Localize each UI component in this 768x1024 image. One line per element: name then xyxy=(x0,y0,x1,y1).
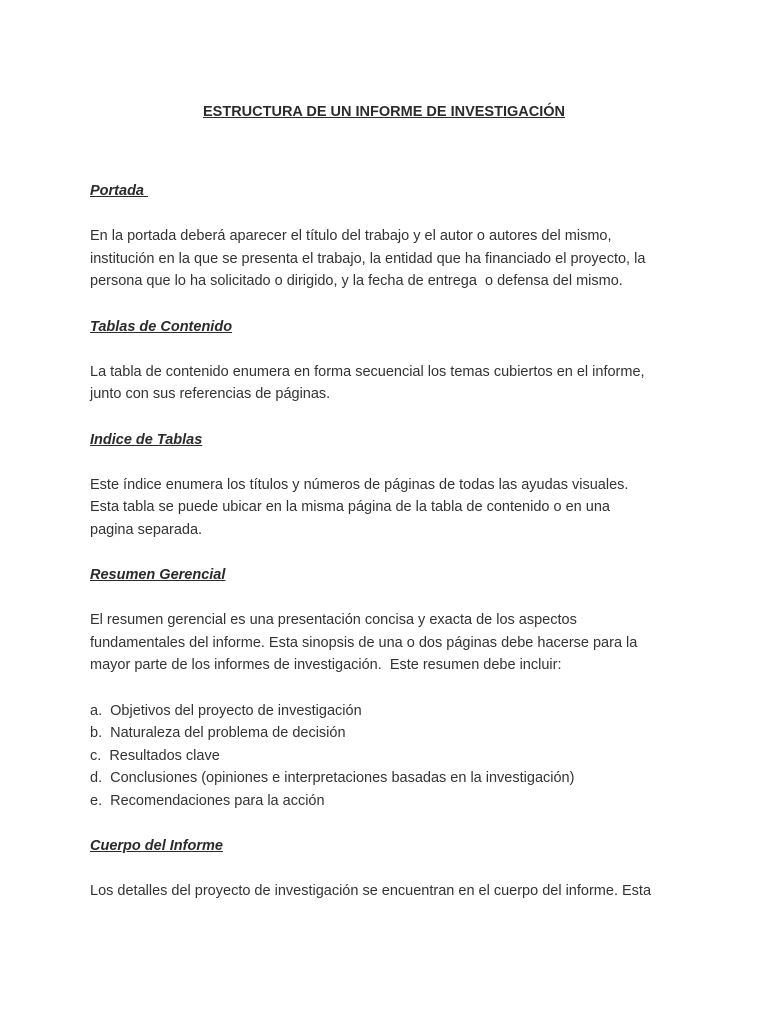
text-line: fundamentales del informe. Esta sinopsis de una o dos páginas debe hacerse para la xyxy=(90,634,638,651)
text-line: El resumen gerencial es una presentación concisa y exacta de los aspectos xyxy=(90,612,577,629)
section-heading-cuerpo-informe: Cuerpo del Informe xyxy=(90,838,223,855)
resumen-items-list xyxy=(90,700,680,813)
text-line: Este índice enumera los títulos y números de páginas de todas las ayudas visuales. xyxy=(90,476,629,493)
text-line: En la portada deberá aparecer el título del trabajo y el autor o autores del mismo, xyxy=(90,228,612,245)
section-heading-indice-tablas: Indice de Tablas xyxy=(90,431,203,448)
text-line: mayor parte de los informes de investigación. Este resumen debe incluir: xyxy=(90,657,562,674)
text-line: persona que lo ha solicitado o dirigido, y la fecha de entrega o defensa del mismo. xyxy=(90,273,623,290)
list-item: b. Naturaleza del problema de decisión xyxy=(90,725,346,742)
section-heading-tablas-contenido: Tablas de Contenido xyxy=(90,318,233,335)
paragraph-portada xyxy=(90,225,680,293)
text-line: Esta tabla se puede ubicar en la misma página de la tabla de contenido o en una xyxy=(90,499,610,516)
list-item: a. Objetivos del proyecto de investigación xyxy=(90,702,362,719)
document-title: ESTRUCTURA DE UN INFORME DE INVESTIGACIÓN xyxy=(203,104,565,120)
paragraph-resumen-gerencial xyxy=(90,609,680,677)
paragraph-indice-tablas xyxy=(90,474,680,542)
paragraph-tablas-contenido xyxy=(90,361,680,406)
list-item: e. Recomendaciones para la acción xyxy=(90,793,325,810)
list-item: d. Conclusiones (opiniones e interpretaciones basadas en la investigación) xyxy=(90,770,575,787)
text-line: Los detalles del proyecto de investigación se encuentran en el cuerpo del informe. Esta xyxy=(90,883,652,900)
text-line: pagina separada. xyxy=(90,521,203,538)
document-body xyxy=(90,180,680,926)
text-line: La tabla de contenido enumera en forma secuencial los temas cubiertos en el informe, xyxy=(90,363,645,380)
paragraph-cuerpo-informe xyxy=(90,880,680,903)
text-line: institución en la que se presenta el trabajo, la entidad que ha financiado el proyecto, la xyxy=(90,250,646,267)
list-item: c. Resultados clave xyxy=(90,747,220,764)
section-heading-portada: Portada xyxy=(90,183,149,199)
section-heading-resumen-gerencial: Resumen Gerencial xyxy=(90,567,226,584)
text-line: junto con sus referencias de páginas. xyxy=(90,386,331,403)
